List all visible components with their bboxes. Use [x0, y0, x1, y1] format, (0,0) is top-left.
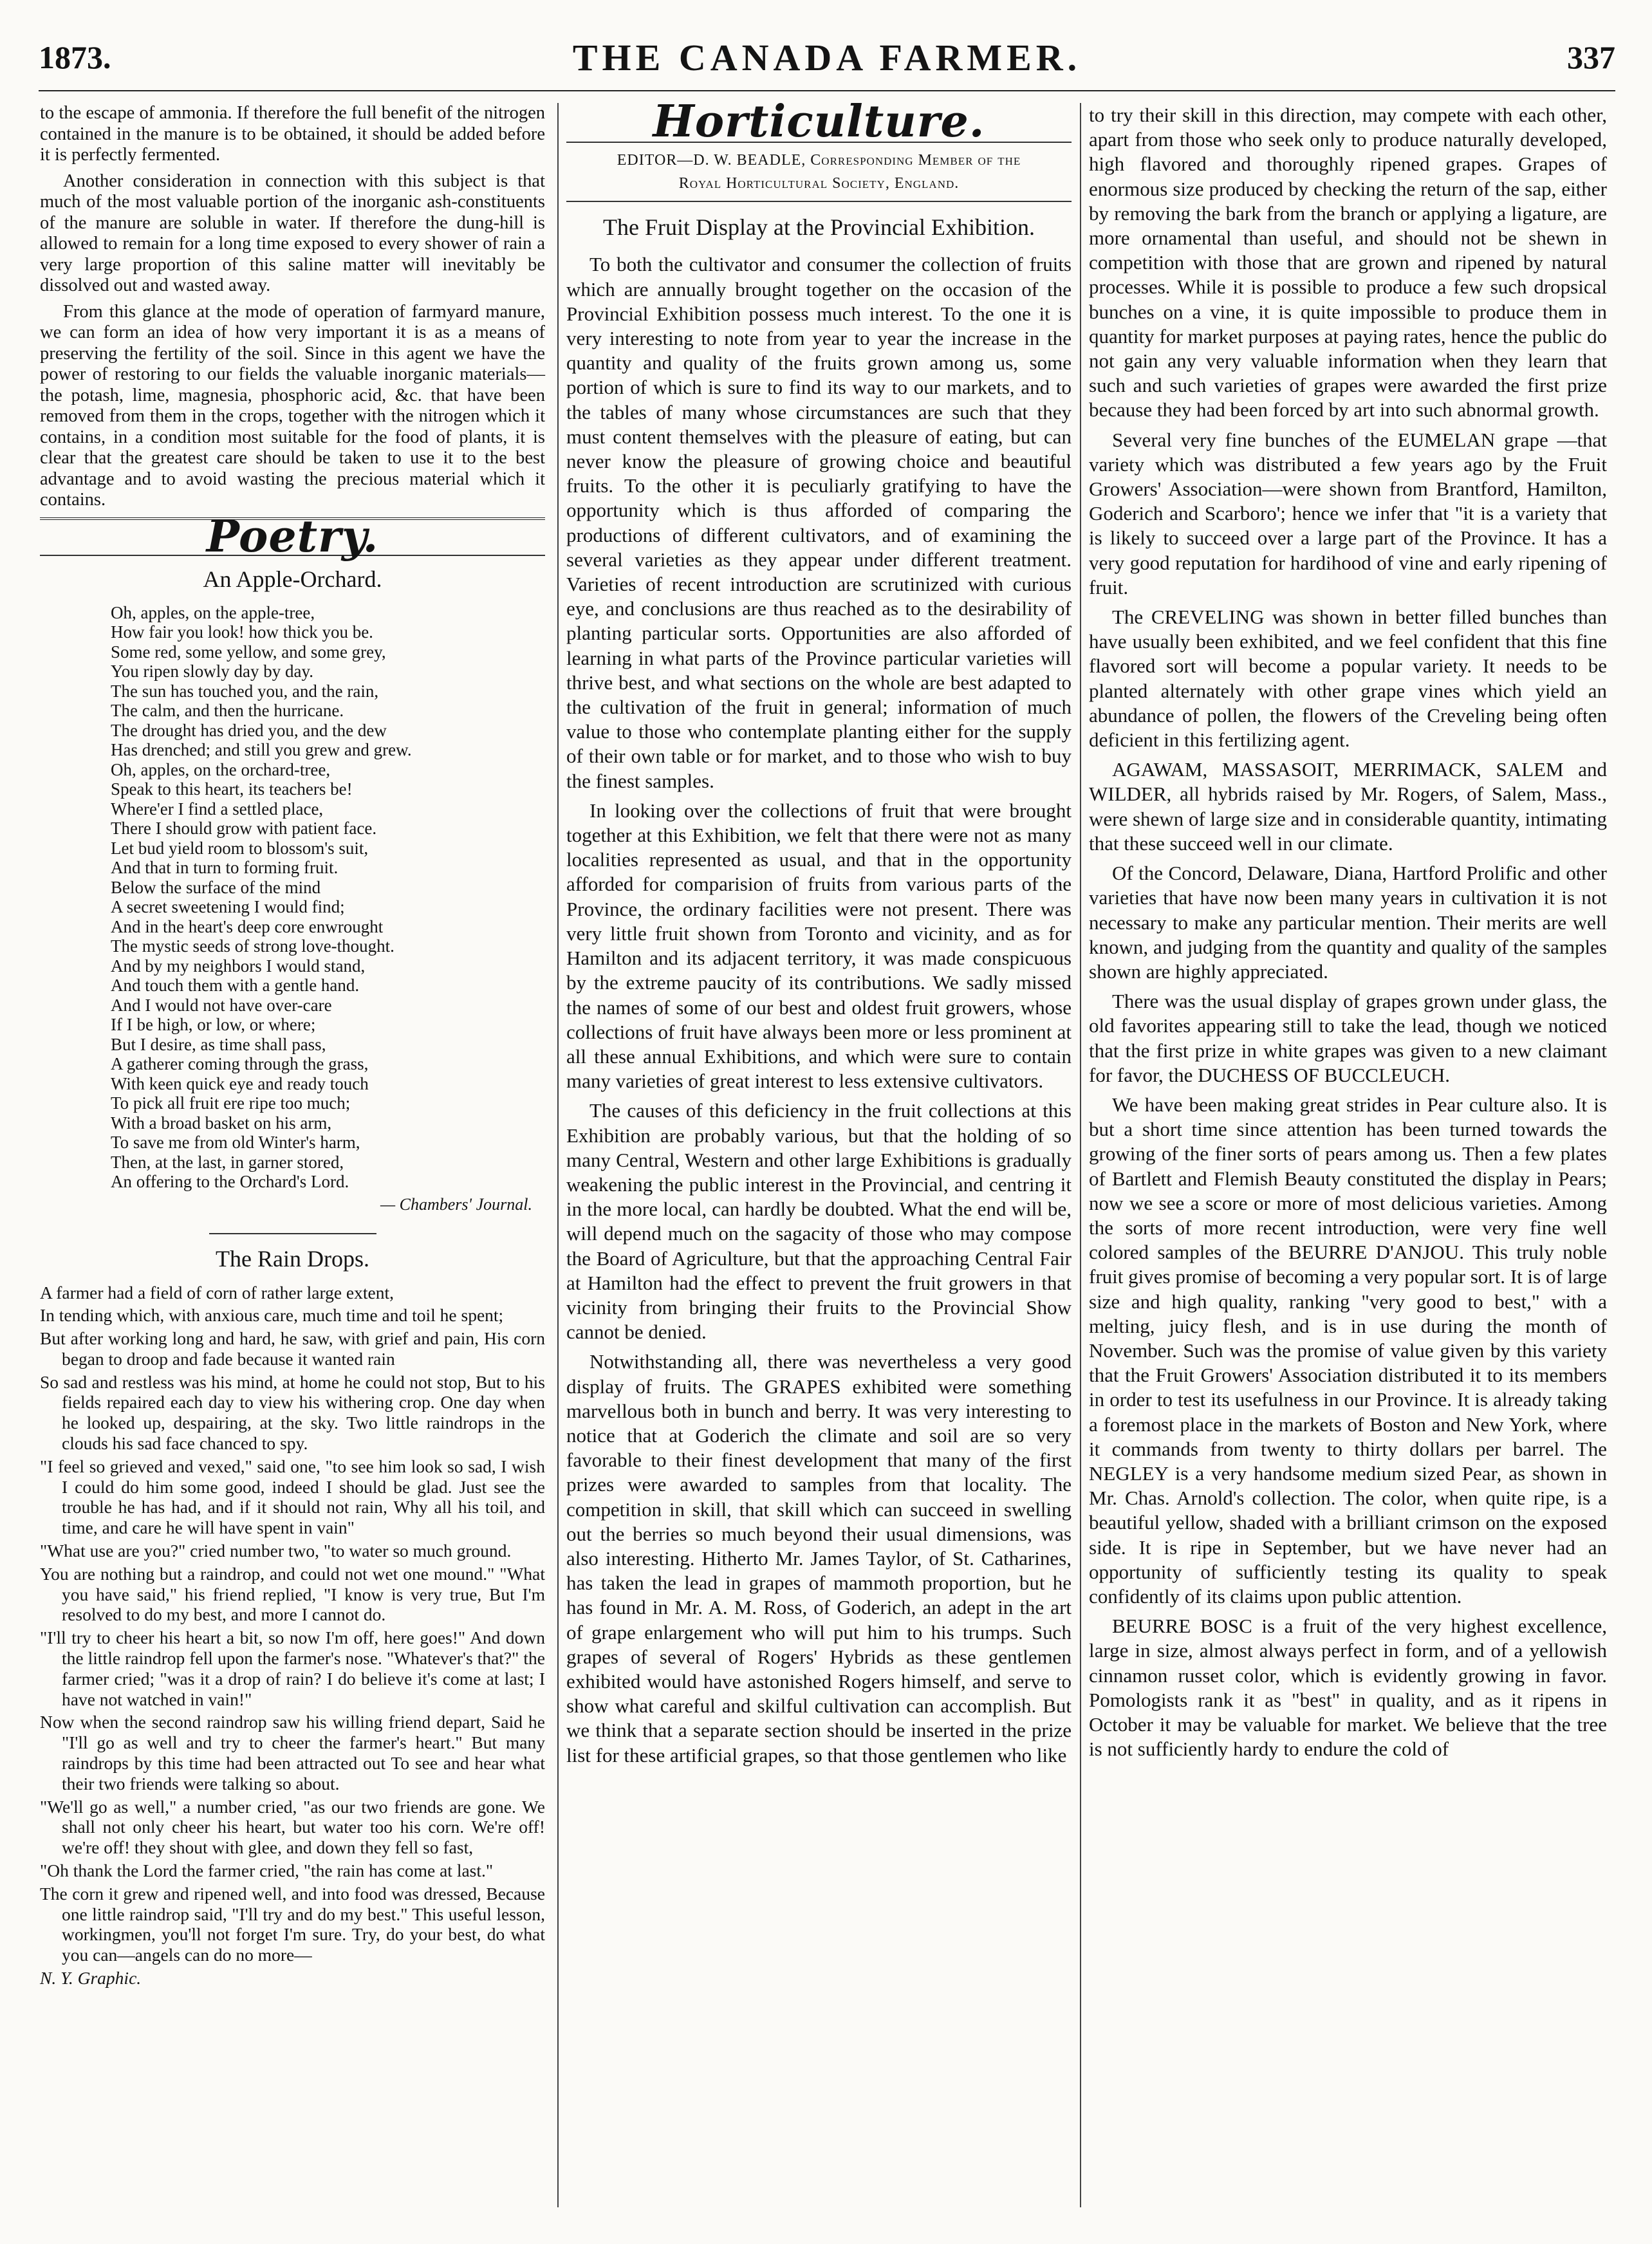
verse-line: A gatherer coming through the grass,	[111, 1054, 369, 1073]
paragraph: The CREVELING was shown in better filled bunches than have usually been exhibited, and we feel confident that this fine flavored sort will become a popular variety. It needs to be planted alternately with other grape vines which yield an abundance of pollen, the flowers of the Creveling being often deficient in this fertilizing agent.	[1089, 606, 1607, 752]
verse-line: The drought has dried you, and the dew	[111, 720, 387, 740]
paragraph: The causes of this deficiency in the fruit collections at this Exhibition are probably various, but that the holding of so many Central, Western and other large Exhibitions is gradually weakening the public interest in the Provincial, and centring it in the more local, can hardly be doubted. What the end will be, will depend much on the sagacity of those who may compose the Board of Agriculture, but that the approaching Central Fair at Hamilton had the effect to prevent the fruit growers in that vicinity from bringing their fruits to the Provincial Show cannot be denied.	[566, 1099, 1072, 1344]
masthead	[39, 33, 1615, 85]
stanza: In tending which, with anxious care, much time and toil he spent;	[40, 1305, 504, 1326]
verse-line: But I desire, as time shall pass,	[111, 1034, 326, 1054]
separator-rule	[209, 1233, 376, 1234]
verse-line: A secret sweetening I would find;	[111, 897, 345, 916]
article-title: The Fruit Display at the Provincial Exhibition.	[603, 214, 1035, 241]
verse-line: Some red, some yellow, and some grey,	[111, 642, 386, 662]
page-number: 337	[1567, 39, 1615, 75]
stanza: A farmer had a field of corn of rather large extent,	[40, 1282, 394, 1303]
paragraph: to try their skill in this direction, may compete with each other, apart from those who seek only to produce naturally developed, high flavored and thoroughly ripened grapes. Grapes of enormous size produced by checking the return of the sap, either by removing the bark from the branch or applying a ligature, are more ornamental than useful, and should not be shewn in competition with those that are grown and ripened by natural processes. While it is possible to produce a few such dropsical bunches on a vine, it is quite impossible to produce them in quantity for market purposes at paying rates, hence the public do not gain any very valuable information when they learn that such and such varieties of grapes were awarded the first prize because they had been forced by art into such abnormal growth.	[1089, 104, 1607, 422]
editor-credit: Royal Horticultural Society, England.	[678, 175, 960, 192]
poetry-heading: Poetry.	[206, 510, 379, 562]
verse-line: To save me from old Winter's harm,	[111, 1133, 360, 1152]
horticulture-heading: Horticulture.	[653, 96, 985, 147]
masthead-rule	[39, 90, 1615, 91]
verse-line: Speak to this heart, its teachers be!	[111, 779, 353, 799]
column-middle	[566, 96, 1072, 1773]
column-divider	[557, 103, 559, 2207]
paragraph: Of the Concord, Delaware, Diana, Hartford Prolific and other varieties that have now been many years in cultivation it is not necessary to make any particular mention. Their merits are well known, and judging from the quantity and quality of the samples shown are highly appreciated.	[1089, 862, 1607, 983]
stanza: "I'll try to cheer his heart a bit, so now I'm off, here goes!" And down the little raindrop fell upon the farmer's nose. "Whatever's that?" the farmer cried; "was it a drop of rain? I do believe it's come at last; I have not watched in vain!"	[40, 1627, 545, 1709]
verse-line: Then, at the last, in garner stored,	[111, 1152, 344, 1172]
paragraph: There was the usual display of grapes grown under glass, the old favorites appearing still to take the lead, though we noticed that the first prize in white grapes was given to a new claimant for favor, the DUCHESS OF BUCCLEUCH.	[1089, 990, 1607, 1086]
verse-line: The mystic seeds of strong love-thought.	[111, 936, 394, 956]
stanza: But after working long and hard, he saw, with grief and pain, His corn began to droop and fade because it wanted rain	[40, 1328, 545, 1369]
poem-body	[40, 1283, 545, 1989]
poem-credit: N. Y. Graphic.	[40, 1968, 142, 1988]
stanza: The corn it grew and ripened well, and into food was dressed, Because one little raindrop said, "I'll try and do my best." This useful lesson, workingmen, you'll not forget I'm sure. Try, do your best, do what you can—angels can do no more—	[40, 1883, 545, 1965]
paragraph: Notwithstanding all, there was nevertheless a very good display of fruits. The GRAPES exhibited were something marvellous both in bunch and berry. It was very interesting to notice that at Goderich the climate and soil are so very favorable to their finest development that many of the first prizes were awarded to samples from that locality. The competition in skill, that skill which can succeed in swelling out the berries so much beyond their usual dimensions, was also interesting. Hitherto Mr. James Taylor, of St. Catharines, has taken the lead in grapes of mammoth proportion, but he has found in Mr. A. M. Ross, of Goderich, an adept in the art of grape enlargement who will put him to his trumps. Such grapes of several of Rogers' Hybrids as these gentlemen exhibited would have astonished Rogers himself, and serve to show what careful and skilful cultivation can accomplish. But we think that a separate section should be inserted in the prize list for these artificial grapes, so that those gentlemen who like	[566, 1350, 1072, 1766]
paragraph: to the escape of ammonia. If therefore the full benefit of the nitrogen contained in the manure is to be obtained, it should be added before it is perfectly fermented.	[40, 103, 545, 165]
stanza: Now when the second raindrop saw his willing friend depart, Said he "I'll go as well and try to cheer the farmer's heart." But many raindrops by this time had been attracted out To see and hear what their two friends were talking so about.	[40, 1712, 545, 1794]
verse-line: Let bud yield room to blossom's suit,	[111, 838, 369, 858]
verse-line: Where'er I find a settled place,	[111, 799, 324, 819]
verse-line: With keen quick eye and ready touch	[111, 1073, 369, 1093]
verse-line: And that in turn to forming fruit.	[111, 858, 339, 877]
verse-line: With a broad basket on his arm,	[111, 1113, 332, 1133]
verse-line: And in the heart's deep core enwrought	[111, 916, 384, 936]
paragraph: We have been making great strides in Pear culture also. It is but a short time since attention has been turned towards the growing of the finer sorts of pears among us. Then a few plates of Bartlett and Flemish Beauty constituted the display in Pears; now we see a score or more of most delicious varieties. Among the sorts of more recent introduction, were very fine well colored samples of the BEURRE D'ANJOU. This truly noble fruit gives promise of becoming a very popular sort. It is of large size and high quality, ranking "very good to best," with a melting, juicy flesh, and is in use during the month of November. Such was the promise of value given by this variety that the Fruit Growers' Association distributed it to its members in order to test its usefulness in our Province. It is already taking a foremost place in the markets of Boston and New York, where it commands from twenty to thirty dollars per barrel. The NEGLEY is a very handsome medium sized Pear, as shown in Mr. Chas. Arnold's collection. The color, when quite ripe, is a beautiful yellow, shaded with a brilliant crimson on the exposed side. It is ripe in September, but we have never had an opportunity of sufficiently testing its quality to speak confidently of its claims upon public attention.	[1089, 1093, 1607, 1608]
stanza: "We'll go as well," a number cried, "as our two friends are gone. We shall not only cheer his heart, but water too his corn. We're off! we're off! they shout with glee, and down they fell so fast,	[40, 1796, 545, 1858]
stanza: You are nothing but a raindrop, and could not wet one mound." "What you have said," his friend replied, "I know is very true, But I'm resolved to do my best, and more I cannot do.	[40, 1563, 545, 1625]
stanza: "Oh thank the Lord the farmer cried, "the rain has come at last."	[40, 1860, 494, 1881]
verse-line: An offering to the Orchard's Lord.	[111, 1172, 349, 1191]
verse-line: If I be high, or low, or where;	[111, 1015, 316, 1034]
verse-line: There I should grow with patient face.	[111, 819, 377, 838]
editor-credit: EDITOR—D. W. BEADLE, Corresponding Member of the	[617, 152, 1021, 169]
column-left	[40, 103, 545, 1991]
column-right	[1089, 103, 1607, 1766]
poem-credit: — Chambers' Journal.	[380, 1194, 532, 1214]
verse-line: The calm, and then the hurricane.	[111, 701, 344, 720]
verse-line: To pick all fruit ere ripe too much;	[111, 1093, 351, 1113]
verse-line: You ripen slowly day by day.	[111, 662, 313, 681]
verse-line: How fair you look! how thick you be.	[111, 622, 373, 642]
verse-line: Below the surface of the mind	[111, 877, 321, 897]
verse-line: Oh, apples, on the orchard-tree,	[111, 759, 331, 779]
poem-title: An Apple-Orchard.	[203, 566, 382, 592]
verse-line: Oh, apples, on the apple-tree,	[111, 602, 315, 622]
stanza: "I feel so grieved and vexed," said one, "to see him look so sad, I wish I could do him some good, indeed I should be glad. Just see the trouble he has had, and if it should not rain, Why all his toil, and time, and care he will have spent in vain"	[40, 1456, 545, 1538]
poem-verse	[40, 603, 545, 1192]
verse-line: And I would not have over-care	[111, 995, 332, 1015]
verse-line: And touch them with a gentle hand.	[111, 976, 360, 995]
section-rule	[566, 201, 1072, 202]
paragraph: Another consideration in connection with this subject is that much of the most valuable portion of the inorganic ash-constituents of the manure are soluble in water. If therefore the dung-hill is allowed to remain for a long time exposed to every shower of rain a very large proportion of this saline matter will inevitably be dissolved out and wasted away.	[40, 171, 545, 295]
paragraph: BEURRE BOSC is a fruit of the very highest excellence, large in size, almost always perfect in form, and of a yellowish cinnamon russet color, which is evidently growing in favor. Pomologists rank it as "best" in quality, and as it ripens in October it may be valuable for market. We believe that the tree is not sufficiently hardy to endure the cold of	[1089, 1615, 1607, 1761]
paragraph: In looking over the collections of fruit that were brought together at this Exhibition, we felt that there were not as many localities represented as usual, and that in the opportunity afforded for comparision of fruits from various parts of the Province, the ordinary facilities were not present. There was very little fruit shown from Toronto and vicinity, and as for Hamilton and its adjacent territory, it was made conspicuous by the extreme paucity of its contributions. We sadly missed the names of some of our best and oldest fruit growers, whose collections of fruit have always been more or less prominent at all these annual Exhibitions, and which were sure to contain many varieties of great interest to less extensive cultivators.	[566, 799, 1072, 1093]
newspaper-title: THE CANADA FARMER.	[572, 37, 1082, 79]
paragraph: Several very fine bunches of the EUMELAN grape —that variety which was distributed a few years ago by the Fruit Growers' Association—were shown from Brantford, Hamilton, Goderich and Scarboro'; hence we infer that "it is a variety that is likely to succeed over a large part of the Province. It has a very good reputation for hardihood of vine and early ripening of fruit.	[1089, 428, 1607, 598]
stanza: "What use are you?" cried number two, "to water so much ground.	[40, 1541, 512, 1561]
verse-line: And by my neighbors I would stand,	[111, 956, 366, 976]
poem-title: The Rain Drops.	[216, 1246, 369, 1272]
paragraph: AGAWAM, MASSASOIT, MERRIMACK, SALEM and WILDER, all hybrids raised by Mr. Rogers, of Salem, Mass., were shewn of large size and in considerable quantity, intimating that these succeed well in our climate.	[1089, 758, 1607, 855]
verse-line: The sun has touched you, and the rain,	[111, 681, 379, 701]
column-divider	[1080, 103, 1081, 2207]
paragraph: From this glance at the mode of operation of farmyard manure, we can form an idea of how very important it is as a means of preserving the fertility of the soil. Since in this agent we have the power of restoring to our fields the valuable inorganic materials—the potash, lime, magnesia, phosphoric acid, &c. that have been removed from them in the crops, together with the nitrogen which it contains, in a condition most suitable for the food of plants, it is clear that the greatest care should be taken to use it to the best advantage and to avoid wasting the precious material which it contains.	[40, 301, 545, 510]
paragraph: To both the cultivator and consumer the collection of fruits which are annually brought together on the occasion of the Provincial Exhibition possess much interest. To the one it is very interesting to note from year to year the increase in the quantity and quality of the fruits grown among us, some portion of which is sure to find its way to our markets, and to the tables of many whose circumstances are such that they must content themselves with the pleasure of eating, but can never know the pleasure of growing choice and beautiful fruits. To the other it is peculiarly gratifying to have the opportunity which is thus afforded of comparing the productions of different cultivators, and of examining the several varieties as they appear under different treatment. Varieties of recent introduction are scrutinized with curious eye, and conclusions are thus reached as to the desirability of planting particular sorts. Opportunities are also afforded of learning in what parts of the Province particular varieties will thrive best, and what sections on the whole are best adapted to the cultivation of the fruit in general; information of much value to those who contemplate planting either for the supply of their own table or for market, and to those who wish to buy the finest samples.	[566, 253, 1072, 792]
verse-line: Has drenched; and still you grew and grew.	[111, 740, 412, 759]
issue-year: 1873.	[39, 39, 111, 75]
stanza: So sad and restless was his mind, at home he could not stop, But to his fields repaired each day to view his withering crop. One day when he looked up, despairing, at the sky. Two little raindrops in the clouds his sad face chanced to spy.	[40, 1371, 545, 1454]
